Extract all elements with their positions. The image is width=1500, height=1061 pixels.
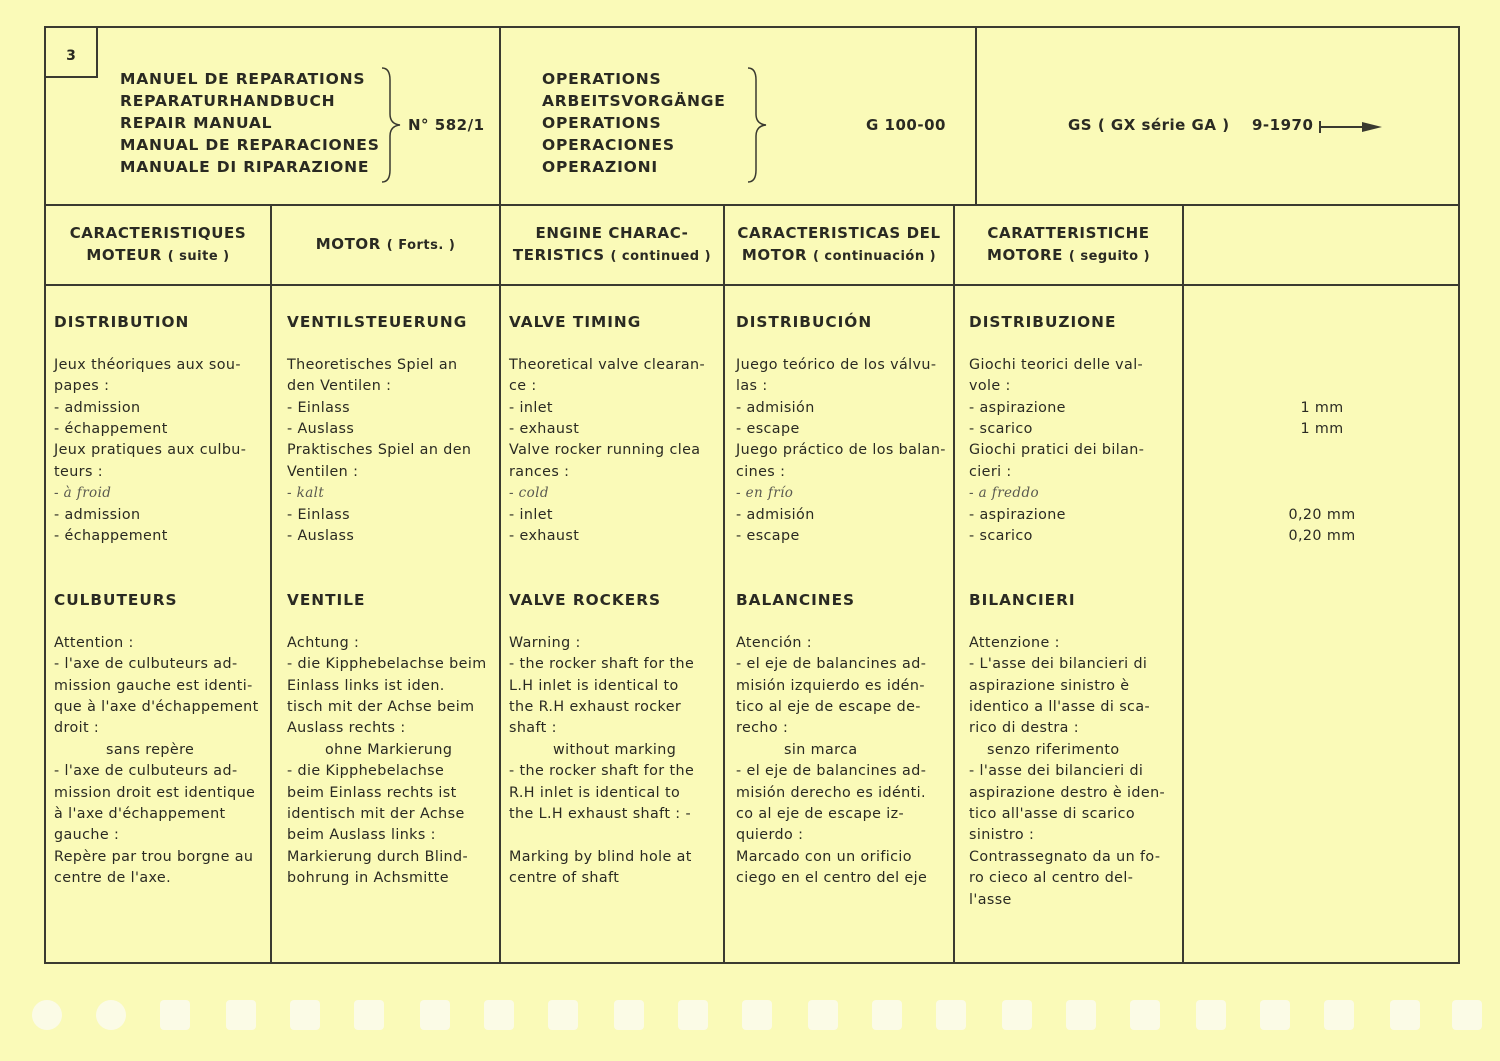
column-subtitle: MOTORE [986,246,1064,264]
text-line: rances : [509,463,570,480]
text-line: - exhaust [509,420,580,437]
edition-date: 9-1970 [1252,116,1314,134]
column-body-values [1184,312,1460,547]
section-title: CULBUTEURS [54,591,178,610]
text-line: the R.H exhaust rocker [509,699,682,716]
text-line: - aspirazione [969,399,1066,416]
section-title: VALVE TIMING [509,313,642,331]
binder-hole [484,1000,514,1030]
text-line: Attenzione : [969,634,1060,651]
column-title: ENGINE CHARAC- [535,224,689,242]
text-line: Jeux théoriques aux sou- [54,356,241,373]
manual-title-it: MANUALE DI RIPARAZIONE [120,158,370,176]
column-subtitle: TERISTICS [512,246,605,264]
manual-titles [120,68,380,178]
column-subtitle-note: ( seguito ) [1068,249,1151,264]
text-line: Marking by blind hole at [509,848,692,865]
text-line: ciego en el centro del eje [736,870,928,887]
text-line: - échappement [54,420,168,437]
text-line: cieri : [969,463,1012,480]
text-line: - l'asse dei bilancieri di [969,763,1144,780]
binder-hole [614,1000,644,1030]
binder-hole [1390,1000,1420,1030]
text-line: bohrung in Achsmitte [287,870,449,887]
binder-hole [872,1000,902,1030]
arrow-right-icon [1318,119,1384,135]
section-title: DISTRIBUCIÓN [736,313,873,331]
text-line: Jeux pratiques aux culbu- [54,442,247,459]
binder-hole [354,1000,384,1030]
binder-hole [1324,1000,1354,1030]
text-line: den Ventilen : [287,378,392,395]
column-title: CARACTERISTICAS DEL [737,224,941,242]
column-header-es [725,206,953,286]
text-line: tisch mit der Achse beim [287,699,475,716]
text-line: Juego teórico de los válvu- [736,356,937,373]
operation-title-en: OPERATIONS [542,114,662,132]
binder-hole [420,1000,450,1030]
column-body-es [736,312,946,890]
text-line: - à froid [54,485,112,502]
text-line: - el eje de balancines ad- [736,763,927,780]
column-body-en [509,312,705,890]
text-line: shaft : [509,720,557,737]
text-line: aspirazione destro è iden- [969,784,1166,801]
manual-title-es: MANUAL DE REPARACIONES [120,136,380,154]
column-subtitle-note: ( Forts. ) [386,238,456,253]
text-line: quierdo : [736,827,804,844]
column-body-it [969,312,1165,911]
column-divider [723,206,725,964]
column-subtitle: MOTOR [741,246,808,264]
text-line: mission droit est identique [54,784,256,801]
text-line: ce : [509,378,537,395]
manual-page [44,26,1460,964]
text-line: - Auslass [287,420,355,437]
text-line: sans repère [106,741,195,758]
binder-hole [32,1000,62,1030]
binder-hole [1002,1000,1032,1030]
binder-hole [1130,1000,1160,1030]
clearance-value: 0,20 mm [1288,527,1356,544]
column-subtitle-note: ( continuación ) [812,249,937,264]
text-line: teurs : [54,463,103,480]
column-divider [270,206,272,964]
text-line: - el eje de balancines ad- [736,656,927,673]
operation-code: G 100-00 [866,116,946,134]
text-line: Ventilen : [287,463,359,480]
text-line: - admisión [736,399,815,416]
text-line: - inlet [509,399,553,416]
text-line: - scarico [969,527,1033,544]
header-divider [499,28,501,206]
text-line: mission gauche est identi- [54,677,253,694]
text-line: - exhaust [509,527,580,544]
text-line: rico di destra : [969,720,1079,737]
binder-hole [936,1000,966,1030]
text-line: vole : [969,378,1011,395]
text-line: recho : [736,720,789,737]
text-line: - a freddo [969,485,1040,502]
text-line: que à l'axe d'échappement [54,699,259,716]
text-line: Theoretical valve clearan- [509,356,706,373]
binder-hole [548,1000,578,1030]
section-title: DISTRIBUZIONE [969,313,1117,331]
text-line: Atención : [736,634,812,651]
text-line: sin marca [784,741,858,758]
text-line: misión izquierdo es idén- [736,677,925,694]
binder-hole [290,1000,320,1030]
binder-hole [160,1000,190,1030]
binder-hole [678,1000,708,1030]
text-line: tico al eje de escape de- [736,699,921,716]
text-line: - Einlass [287,399,351,416]
manual-title-en: REPAIR MANUAL [120,114,273,132]
clearance-value: 1 mm [1300,399,1344,416]
section-title: VENTILE [287,591,366,610]
text-line: - Einlass [287,506,351,523]
text-line: Contrassegnato da un fo- [969,848,1161,865]
text-line: the L.H exhaust shaft : - [509,805,692,822]
text-line: Valve rocker running clea [509,442,701,459]
column-divider [953,206,955,964]
column-header-fr [46,206,270,286]
text-line: - escape [736,420,800,437]
clearance-value: 1 mm [1300,420,1344,437]
text-line: - cold [509,485,549,502]
section-title: DISTRIBUTION [54,313,190,331]
text-line: tico all'asse di scarico [969,805,1136,822]
text-line: ro cieco al centro del- [969,870,1134,887]
text-line: - en frío [736,485,794,502]
text-line: beim Einlass rechts ist [287,784,457,801]
text-line: Giochi teorici delle val- [969,356,1144,373]
text-line: - escape [736,527,800,544]
text-line: Warning : [509,634,581,651]
column-title: CARACTERISTIQUES [69,224,247,242]
page-header [46,28,1458,206]
text-line: Auslass rechts : [287,720,406,737]
text-line: - scarico [969,420,1033,437]
text-line: Achtung : [287,634,360,651]
binder-hole [1066,1000,1096,1030]
text-line: without marking [553,741,677,758]
clearance-value: 0,20 mm [1288,506,1356,523]
column-header-it [955,206,1182,286]
text-line: misión derecho es idénti. [736,784,926,801]
text-line: - die Kipphebelachse beim [287,656,487,673]
text-line: co al eje de escape iz- [736,805,905,822]
column-body-de [287,312,487,890]
text-line: beim Auslass links : [287,827,436,844]
binder-hole [742,1000,772,1030]
text-line: - Auslass [287,527,355,544]
text-line: - admission [54,506,141,523]
manual-number: N° 582/1 [408,116,485,134]
section-title: VALVE ROCKERS [509,591,662,610]
page-number: 3 [46,28,98,78]
operation-title-es: OPERACIONES [542,136,675,154]
text-line: Marcado con un orificio [736,848,912,865]
manual-title-de: REPARATURHANDBUCH [120,92,336,110]
column-header-en [501,206,723,286]
text-line: - kalt [287,485,325,502]
text-line: - admission [54,399,141,416]
text-line: centre de l'axe. [54,870,172,887]
text-line: cines : [736,463,786,480]
binder-holes [0,1000,1500,1040]
text-line: gauche : [54,827,120,844]
text-line: Markierung durch Blind- [287,848,469,865]
text-line: - the rocker shaft for the [509,763,695,780]
text-line: Theoretisches Spiel an [287,356,458,373]
text-line: Repère par trou borgne au [54,848,254,865]
column-divider [499,206,501,964]
text-line: ohne Markierung [325,741,453,758]
text-line: - the rocker shaft for the [509,656,695,673]
text-line: - l'axe de culbuteurs ad- [54,656,238,673]
vehicle-model: GS ( GX série GA ) [1068,116,1230,134]
column-title: CARATTERISTICHE [987,224,1150,242]
operation-title-de: ARBEITSVORGÄNGE [542,92,726,110]
column-subtitle-note: ( suite ) [167,249,230,264]
text-line: identisch mit der Achse [287,805,465,822]
text-line: l'asse [969,891,1012,908]
text-line: - l'axe de culbuteurs ad- [54,763,238,780]
text-line: - L'asse dei bilancieri di [969,656,1148,673]
binder-hole [1260,1000,1290,1030]
text-line: las : [736,378,768,395]
text-line: - admisión [736,506,815,523]
column-header-de [272,206,499,286]
binder-hole [226,1000,256,1030]
column-header-values [1184,206,1460,286]
section-title: BILANCIERI [969,591,1076,610]
text-line: L.H inlet is identical to [509,677,679,694]
text-line: - die Kipphebelachse [287,763,445,780]
text-line: senzo riferimento [987,741,1120,758]
text-line: sinistro : [969,827,1035,844]
binder-hole [1196,1000,1226,1030]
binder-hole [1452,1000,1482,1030]
text-line: papes : [54,378,110,395]
operation-title-fr: OPERATIONS [542,70,662,88]
text-line: - aspirazione [969,506,1066,523]
text-line: R.H inlet is identical to [509,784,681,801]
section-title: VENTILSTEUERUNG [287,313,468,331]
text-line: à l'axe d'échappement [54,805,226,822]
text-line: - échappement [54,527,168,544]
column-subtitle: MOTEUR [86,246,162,264]
brace-icon [742,66,772,184]
text-line: Giochi pratici dei bilan- [969,442,1145,459]
header-divider [975,28,977,206]
text-line: Juego práctico de los balan- [736,442,946,459]
text-line: - inlet [509,506,553,523]
column-subtitle-note: ( continued ) [610,249,712,264]
manual-title-fr: MANUEL DE REPARATIONS [120,70,366,88]
binder-hole [808,1000,838,1030]
text-line: identico a ll'asse di sca- [969,699,1151,716]
text-line: centre of shaft [509,870,620,887]
text-line: Einlass links ist iden. [287,677,445,694]
text-line: Attention : [54,634,134,651]
brace-icon [376,66,406,184]
column-title: MOTOR [315,235,381,253]
column-body-fr [54,312,259,890]
binder-hole [96,1000,126,1030]
text-line: droit : [54,720,100,737]
text-line: Praktisches Spiel an den [287,442,472,459]
operation-title-it: OPERAZIONI [542,158,658,176]
section-title: BALANCINES [736,591,856,610]
text-line: aspirazione sinistro è [969,677,1130,694]
operation-titles [542,68,726,178]
